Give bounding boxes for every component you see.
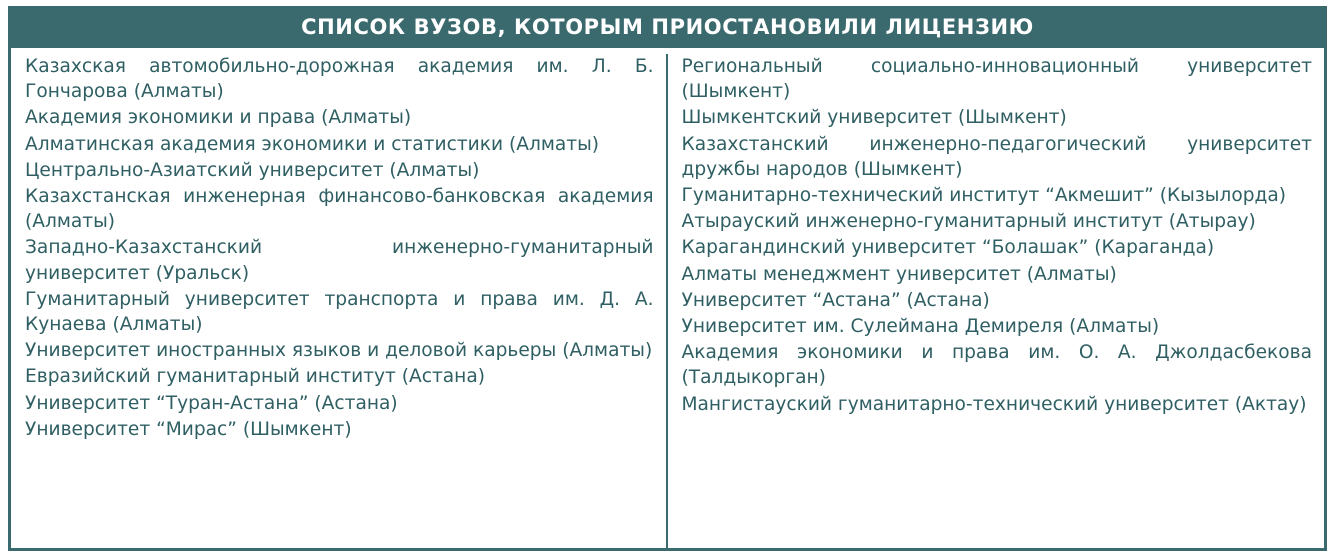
- list-item: Казахстанская инженерная финансово-банковская академия (Алматы): [25, 186, 654, 233]
- list-item: Казахстанский инженерно-педагогический университет дружбы народов (Шымкент): [681, 133, 1312, 180]
- left-column: [11, 54, 668, 548]
- list-item: Университет им. Сулеймана Демиреля (Алматы): [681, 315, 1160, 337]
- university-list-left: [25, 54, 654, 442]
- list-item: Академия экономики и права (Алматы): [25, 107, 412, 129]
- list-item: Университет “Туран-Астана” (Астана): [25, 392, 398, 414]
- list-panel: [8, 6, 1327, 551]
- list-item: Мангистауский гуманитарно-технический университет (Актау): [681, 393, 1307, 415]
- list-item: Шымкентский университет (Шымкент): [681, 107, 1067, 129]
- list-item: Университет “Мирас” (Шымкент): [25, 418, 352, 440]
- list-item: Региональный социально-инновационный университет (Шымкент): [681, 56, 1312, 103]
- list-item: Казахская автомобильно-дорожная академия им. Л. Б. Гончарова (Алматы): [25, 56, 654, 103]
- list-item: Академия экономики и права им. О. А. Джолдасбекова (Талдыкорган): [681, 342, 1312, 389]
- list-item: Карагандинский университет “Болашак” (Караганда): [681, 237, 1215, 259]
- list-item: Алматинская академия экономики и статистики (Алматы): [25, 133, 600, 155]
- list-item: Евразийский гуманитарный институт (Астана): [25, 366, 485, 388]
- right-column: [668, 54, 1325, 548]
- list-item: Гуманитарный университет транспорта и права им. Д. А. Кунаева (Алматы): [25, 288, 654, 335]
- list-item: Университет иностранных языков и деловой карьеры (Алматы): [25, 340, 653, 362]
- columns-container: [11, 48, 1324, 548]
- university-list-right: [682, 54, 1313, 417]
- list-item: Гуманитарно-технический институт “Акмешит” (Кызылорда): [681, 185, 1286, 207]
- list-item: Университет “Астана” (Астана): [681, 289, 990, 311]
- page-title: СПИСОК ВУЗОВ, КОТОРЫМ ПРИОСТАНОВИЛИ ЛИЦЕНЗИЮ: [11, 9, 1324, 48]
- list-item: Западно-Казахстанский инженерно-гуманитарный университет (Уральск): [25, 237, 654, 284]
- list-item: Алматы менеджмент университет (Алматы): [681, 263, 1117, 285]
- list-item: Центрально-Азиатский университет (Алматы): [25, 159, 480, 181]
- list-item: Атырауский инженерно-гуманитарный институт (Атырау): [681, 211, 1256, 233]
